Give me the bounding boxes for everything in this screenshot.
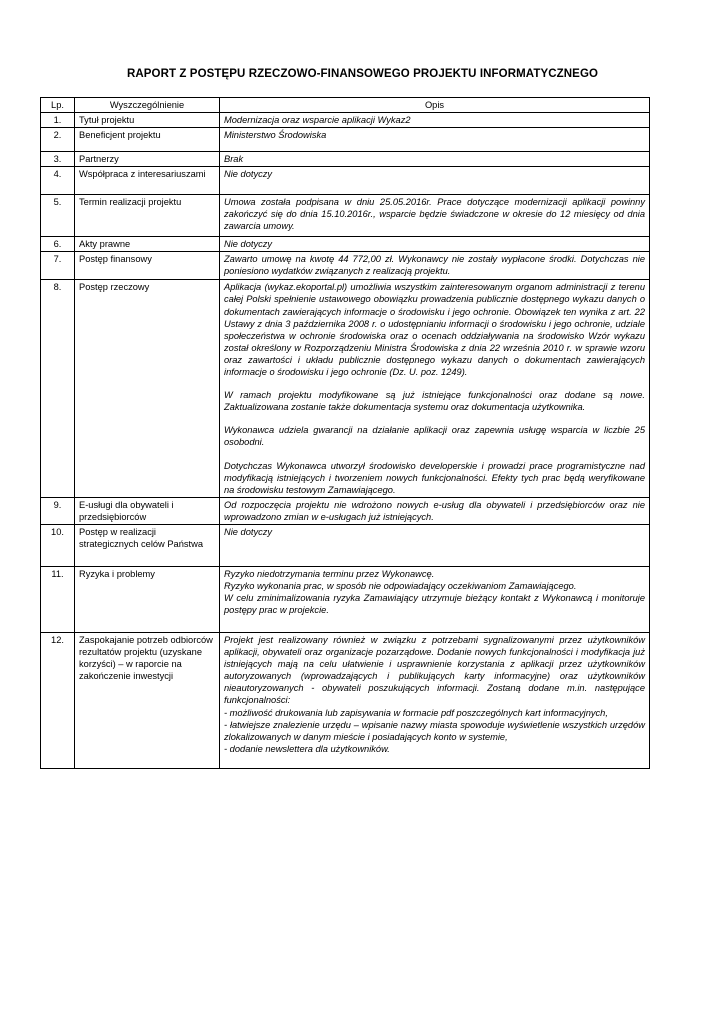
paragraph: Wykonawca udziela gwarancji na działanie aplikacji oraz zapewnia usługę wsparcia w liczbie 25 osobodni. (224, 425, 645, 448)
row-number: 10. (41, 524, 75, 566)
benefit-line: - możliwość drukowania lub zapisywania w formacie pdf poszczególnych kart informacyjnych, (224, 707, 608, 718)
row-item: Tytuł projektu (75, 113, 220, 128)
row-item: Zaspokajanie potrzeb odbiorców rezultatów projektu (uzyskane korzyści) – w raporcie na zakończenie inwestycji (75, 632, 220, 768)
header-desc: Opis (220, 98, 650, 113)
row-item: Współpraca z interesariuszami (75, 167, 220, 195)
table-row (41, 497, 650, 524)
table-row (41, 237, 650, 252)
row-description: Od rozpoczęcia projektu nie wdrożono nowych e-usług dla obywateli i przedsiębiorców oraz nie wprowadzono zmian w e-usługach już istniejących. (220, 497, 650, 524)
row-number: 2. (41, 128, 75, 152)
header-lp: Lp. (41, 98, 75, 113)
paragraph: Dotychczas Wykonawca utworzył środowisko developerskie i prowadzi prace programistyczne nad modyfikacją istniejących i tworzeniem nowych funkcjonalności. Efekty tych prac będą weryfikowane na środowisku testowym Zamawiającego. (224, 460, 645, 495)
table-row (41, 152, 650, 167)
row-item: Ryzyka i problemy (75, 566, 220, 632)
row-item: Postęp w realizacji strategicznych celów Państwa (75, 524, 220, 566)
table-row (41, 632, 650, 768)
benefit-line: - dodanie newslettera dla użytkowników. (224, 743, 390, 754)
row-number: 7. (41, 252, 75, 280)
row-item: Akty prawne (75, 237, 220, 252)
row-number: 11. (41, 566, 75, 632)
row-number: 6. (41, 237, 75, 252)
row-item: Beneficjent projektu (75, 128, 220, 152)
row-description: Zawarto umowę na kwotę 44 772,00 zł. Wykonawcy nie zostały wypłacone środki. Dotychczas nie poniesiono wydatków związanych z realizacją projektu. (220, 252, 650, 280)
row-number: 1. (41, 113, 75, 128)
table-row (41, 128, 650, 152)
table-row (41, 524, 650, 566)
report-table (40, 97, 650, 769)
row-description: Ministerstwo Środowiska (220, 128, 650, 152)
row-description: Nie dotyczy (220, 524, 650, 566)
table-row (41, 252, 650, 280)
row-number: 3. (41, 152, 75, 167)
table-row (41, 280, 650, 497)
row-number: 12. (41, 632, 75, 768)
table-row (41, 167, 650, 195)
row-number: 9. (41, 497, 75, 524)
table-row (41, 195, 650, 237)
risk-line: W celu zminimalizowania ryzyka Zamawiający utrzymuje bieżący kontakt z Wykonawcą i monitoruje postępy prac w projekcie. (224, 593, 645, 616)
benefit-line: Projekt jest realizowany również w związku z potrzebami sygnalizowanymi przez użytkowników aplikacji, obywateli oraz organizacje pozarządowe. Dodanie nowych funkcjonalności i modyfikacja już istniejących mają na celu ułatwienie i usprawnienie korzystania z aplikacji przez użytkowników autoryzowanych (wprowadzających i publikujących karty informacyjne) oraz użytkowników nieautoryzowanych - obywateli poszukujących informacji. Zostaną dodane m.in. następujące funkcjonalności: (224, 634, 645, 706)
row-description: Modernizacja oraz wsparcie aplikacji Wykaz2 (220, 113, 650, 128)
benefit-line: - łatwiejsze znalezienie urzędu – wpisanie nazwy miasta spowoduje wyświetlenie wszystkich urzędów zlokalizowanych w danym mieście i posiadających konto w systemie, (224, 719, 645, 742)
paragraph: W ramach projektu modyfikowane są już istniejące funkcjonalności oraz dodane są nowe. Zaktualizowana zostanie także dokumentacja systemu oraz dokumentacja użytkownika. (224, 390, 645, 413)
row-number: 8. (41, 280, 75, 497)
risk-line: Ryzyko wykonania prac, w sposób nie odpowiadający oczekiwaniom Zamawiającego. (224, 581, 577, 592)
table-row (41, 566, 650, 632)
row-item: Postęp finansowy (75, 252, 220, 280)
row-item: Postęp rzeczowy (75, 280, 220, 497)
row-number: 5. (41, 195, 75, 237)
table-header-row (41, 98, 650, 113)
row-description: Brak (220, 152, 650, 167)
row-description: Umowa została podpisana w dniu 25.05.2016r. Prace dotyczące modernizacji aplikacji powinny zakończyć się do dnia 15.10.2016r., wsparcie będzie świadczone w okresie do 12 miesięcy od dnia zawarcia umowy. (220, 195, 650, 237)
risk-line: Ryzyko niedotrzymania terminu przez Wykonawcę. (224, 568, 435, 579)
row-description (220, 566, 650, 632)
header-item: Wyszczególnienie (75, 98, 220, 113)
row-number: 4. (41, 167, 75, 195)
row-item: E-usługi dla obywateli i przedsiębiorców (75, 497, 220, 524)
paragraph: Aplikacja (wykaz.ekoportal.pl) umożliwia wszystkim zainteresowanym organom administracji z terenu całej Polski spełnienie ustawowego obowiązku prowadzenia publicznie dostępnego wykazu danych o dokumentach zawierających informacje o środowisku i jego ochronie. Obowiązek ten wynika z art. 22 Ustawy z dnia 3 października 2008 r. o udostępnianiu informacji o środowisku i jego ochronie, udziale społeczeństwa w ochronie środowiska oraz o ocenach oddziaływania na środowisko Wzór wykazu został określony w Rozporządzeniu Ministra Środowiska z dnia 22 września 2010 r. w sprawie wzoru oraz zawartości i układu publicznie dostępnego wykazu danych o dokumentach zawierających informacje o środowisku i jego ochronie (Dz. U. poz. 1249). (224, 282, 645, 378)
row-description: Nie dotyczy (220, 167, 650, 195)
table-row (41, 113, 650, 128)
row-description (220, 280, 650, 497)
row-item: Partnerzy (75, 152, 220, 167)
report-title: RAPORT Z POSTĘPU RZECZOWO-FINANSOWEGO PROJEKTU INFORMATYCZNEGO (126, 68, 599, 80)
row-description (220, 632, 650, 768)
row-item: Termin realizacji projektu (75, 195, 220, 237)
row-description: Nie dotyczy (220, 237, 650, 252)
